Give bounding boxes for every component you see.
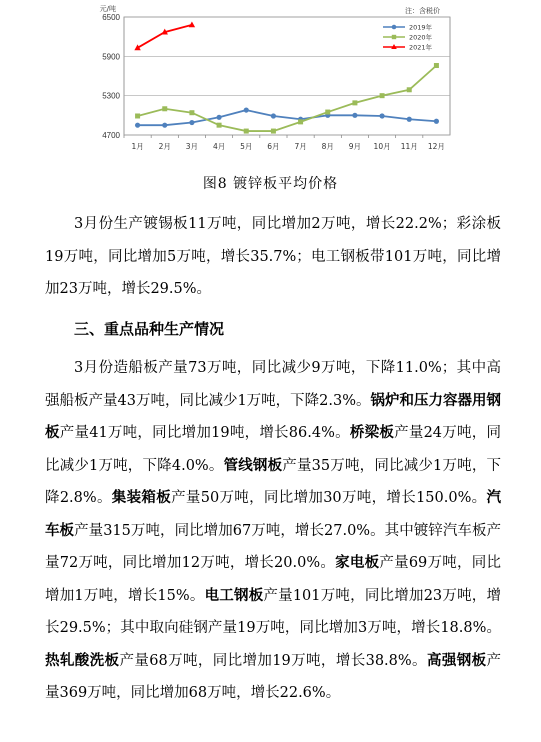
y-tick-label: 5900 bbox=[102, 52, 120, 62]
paragraph-text: 产量50万吨，同比增加30万吨，增长150.0%。 bbox=[171, 490, 487, 506]
legend-label: 2021年 bbox=[409, 43, 433, 52]
x-tick-label: 6月 bbox=[267, 142, 280, 151]
legend-marker bbox=[392, 25, 397, 30]
data-point bbox=[189, 120, 194, 125]
y-tick-label: 5300 bbox=[102, 91, 120, 101]
bold-product-term: 家电板 bbox=[335, 555, 380, 571]
y-tick-label: 4700 bbox=[102, 131, 120, 140]
data-point bbox=[244, 107, 249, 112]
data-point bbox=[407, 117, 412, 122]
x-tick-label: 4月 bbox=[212, 142, 226, 151]
data-point bbox=[271, 129, 276, 134]
data-point bbox=[352, 113, 357, 118]
x-tick-label: 12月 bbox=[427, 142, 445, 151]
price-note: 注：含税价 bbox=[405, 7, 440, 15]
x-tick-label: 7月 bbox=[294, 142, 307, 151]
data-point bbox=[217, 123, 222, 128]
paragraph-text: 产量41万吨，同比增加19吨，增长86.4%。 bbox=[59, 425, 350, 441]
paragraph-text: 产量35万吨，同比减少1万吨，下降2.8%。 bbox=[45, 457, 502, 506]
y-tick-label: 6500 bbox=[102, 13, 120, 22]
chart-svg bbox=[0, 0, 541, 170]
bold-product-term: 管线钢板 bbox=[223, 457, 283, 474]
x-tick-label: 11月 bbox=[400, 142, 418, 151]
y-axis-unit: 元/吨 bbox=[99, 5, 116, 13]
x-tick-label: 9月 bbox=[348, 142, 362, 151]
data-point bbox=[434, 63, 439, 68]
data-point bbox=[244, 129, 249, 134]
paragraph-text: 3月份生产镀锡板11万吨，同比增加2万吨，增长22.2%；彩涂板19万吨，同比增加5万吨，增长35.7%；电工钢板带101万吨，同比增加23万吨，增长29.5%。 bbox=[45, 216, 501, 297]
legend-label: 2020年 bbox=[409, 33, 433, 42]
paragraph-text: 产量69万吨，同比增加1万吨，增长15%。 bbox=[45, 555, 501, 604]
data-point bbox=[135, 113, 140, 118]
data-point bbox=[379, 113, 384, 118]
data-point bbox=[298, 119, 303, 124]
paragraph-coated-products bbox=[45, 208, 501, 306]
data-point bbox=[135, 123, 140, 128]
x-tick-label: 3月 bbox=[185, 142, 199, 151]
x-tick-label: 1月 bbox=[131, 142, 144, 151]
data-point bbox=[189, 110, 194, 115]
data-point bbox=[407, 87, 412, 92]
data-point bbox=[434, 119, 439, 124]
paragraph-text: 产量68万吨，同比增加19万吨，增长38.8%。 bbox=[119, 652, 427, 669]
data-point bbox=[216, 115, 221, 120]
bold-product-term: 锅炉和压力容器用钢板 bbox=[45, 392, 502, 441]
legend-marker bbox=[392, 35, 396, 39]
data-point bbox=[162, 106, 167, 111]
bold-product-term: 电工钢板 bbox=[204, 587, 264, 604]
bold-product-term: 汽车板 bbox=[45, 490, 501, 539]
bold-product-term: 高强钢板 bbox=[426, 652, 487, 669]
paragraph-text: 产量24万吨，同比减少1万吨，下降4.0%。 bbox=[45, 425, 502, 474]
section-heading: 三、重点品种生产情况 bbox=[74, 320, 225, 338]
x-tick-label: 2月 bbox=[158, 142, 171, 151]
paragraph-key-products bbox=[45, 352, 501, 710]
paragraph-text: 3月份造船板产量73万吨，同比减少9万吨，下降11.0%；其中高强船板产量43万吨，同比减少1万吨，下降2.3%。 bbox=[45, 360, 501, 409]
series-line-2021年 bbox=[138, 25, 192, 48]
x-tick-label: 8月 bbox=[321, 142, 334, 151]
bold-product-term: 桥梁板 bbox=[349, 425, 395, 441]
x-tick-label: 10月 bbox=[373, 142, 391, 151]
price-line-chart bbox=[0, 0, 541, 170]
paragraph-text: 产量315万吨，同比增加67万吨，增长27.0%。其中镀锌汽车板产量72万吨，同比增加12万吨，增长20.0%。 bbox=[45, 522, 501, 571]
paragraph-text: 产量369万吨，同比增加68万吨，增长22.6%。 bbox=[45, 652, 501, 701]
bold-product-term: 热轧酸洗板 bbox=[45, 652, 120, 669]
data-point bbox=[271, 113, 276, 118]
figure-caption: 图8 镀锌板平均价格 bbox=[202, 176, 339, 192]
data-point bbox=[380, 93, 385, 98]
series-line-2020年 bbox=[138, 66, 437, 132]
legend-label: 2019年 bbox=[409, 23, 433, 32]
data-point bbox=[325, 110, 330, 115]
series-line-2019年 bbox=[138, 110, 437, 125]
bold-product-term: 集装箱板 bbox=[111, 490, 172, 506]
data-point bbox=[352, 100, 357, 105]
data-point bbox=[162, 123, 167, 128]
paragraph-text: 产量101万吨，同比增加23万吨，增长29.5%；其中取向硅钢产量19万吨，同比增加3万吨，增长18.8%。 bbox=[45, 587, 501, 636]
x-tick-label: 5月 bbox=[240, 142, 253, 151]
data-point bbox=[189, 21, 195, 27]
